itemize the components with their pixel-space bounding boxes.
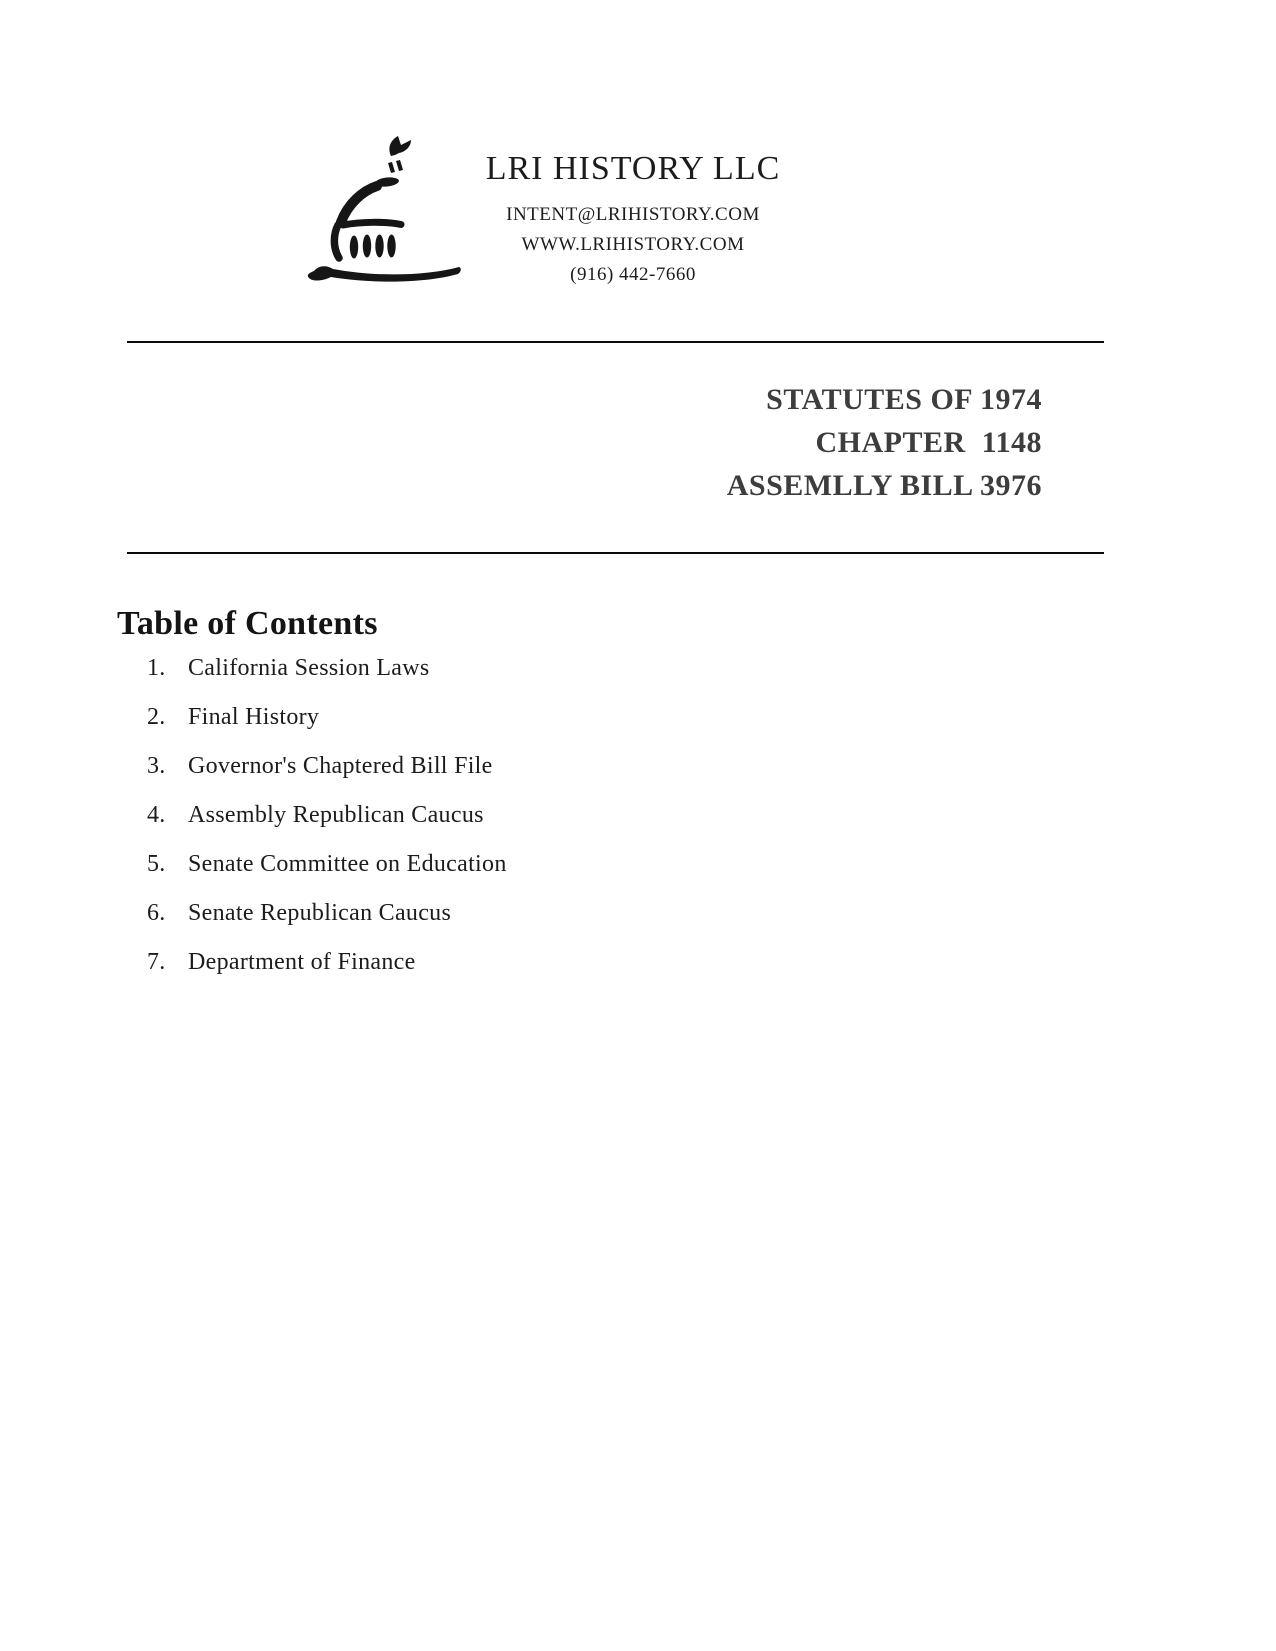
toc-item-number: 1. bbox=[147, 655, 166, 681]
toc-list bbox=[147, 656, 507, 999]
toc-item-label: Senate Committee on Education bbox=[188, 851, 507, 877]
toc-item-number: 3. bbox=[147, 753, 166, 779]
toc-item-label: Department of Finance bbox=[188, 949, 416, 975]
toc-item bbox=[147, 852, 507, 876]
toc-item bbox=[147, 656, 507, 680]
statutes-line: STATUTES OF 1974 bbox=[766, 383, 1042, 416]
letterhead-email: INTENT@LRIHISTORY.COM bbox=[506, 204, 760, 225]
company-name: LRI HISTORY LLC bbox=[485, 150, 781, 187]
toc-heading: Table of Contents bbox=[117, 605, 378, 643]
letterhead-website: WWW.LRIHISTORY.COM bbox=[521, 234, 745, 255]
toc-item-number: 2. bbox=[147, 704, 166, 730]
toc-item bbox=[147, 901, 507, 925]
toc-item-number: 6. bbox=[147, 900, 166, 926]
toc-item-label: Final History bbox=[188, 704, 320, 730]
letterhead bbox=[433, 150, 833, 290]
toc-item bbox=[147, 803, 507, 827]
horizontal-rule-top bbox=[127, 341, 1104, 343]
toc-item bbox=[147, 754, 507, 778]
assembly-bill-line: ASSEMLLY BILL 3976 bbox=[726, 469, 1042, 502]
toc-item-label: Assembly Republican Caucus bbox=[188, 802, 484, 828]
toc-item-number: 5. bbox=[147, 851, 166, 877]
horizontal-rule-bottom bbox=[127, 552, 1104, 554]
toc-item-label: Senate Republican Caucus bbox=[188, 900, 452, 926]
document-title-block bbox=[727, 378, 1042, 507]
chapter-line: CHAPTER 1148 bbox=[815, 426, 1042, 459]
toc-item-label: Governor's Chaptered Bill File bbox=[188, 753, 493, 779]
toc-item bbox=[147, 950, 507, 974]
toc-item bbox=[147, 705, 507, 729]
toc-item-number: 4. bbox=[147, 802, 166, 828]
toc-item-number: 7. bbox=[147, 949, 166, 975]
letterhead-phone: (916) 442-7660 bbox=[570, 264, 696, 285]
toc-item-label: California Session Laws bbox=[188, 655, 430, 681]
